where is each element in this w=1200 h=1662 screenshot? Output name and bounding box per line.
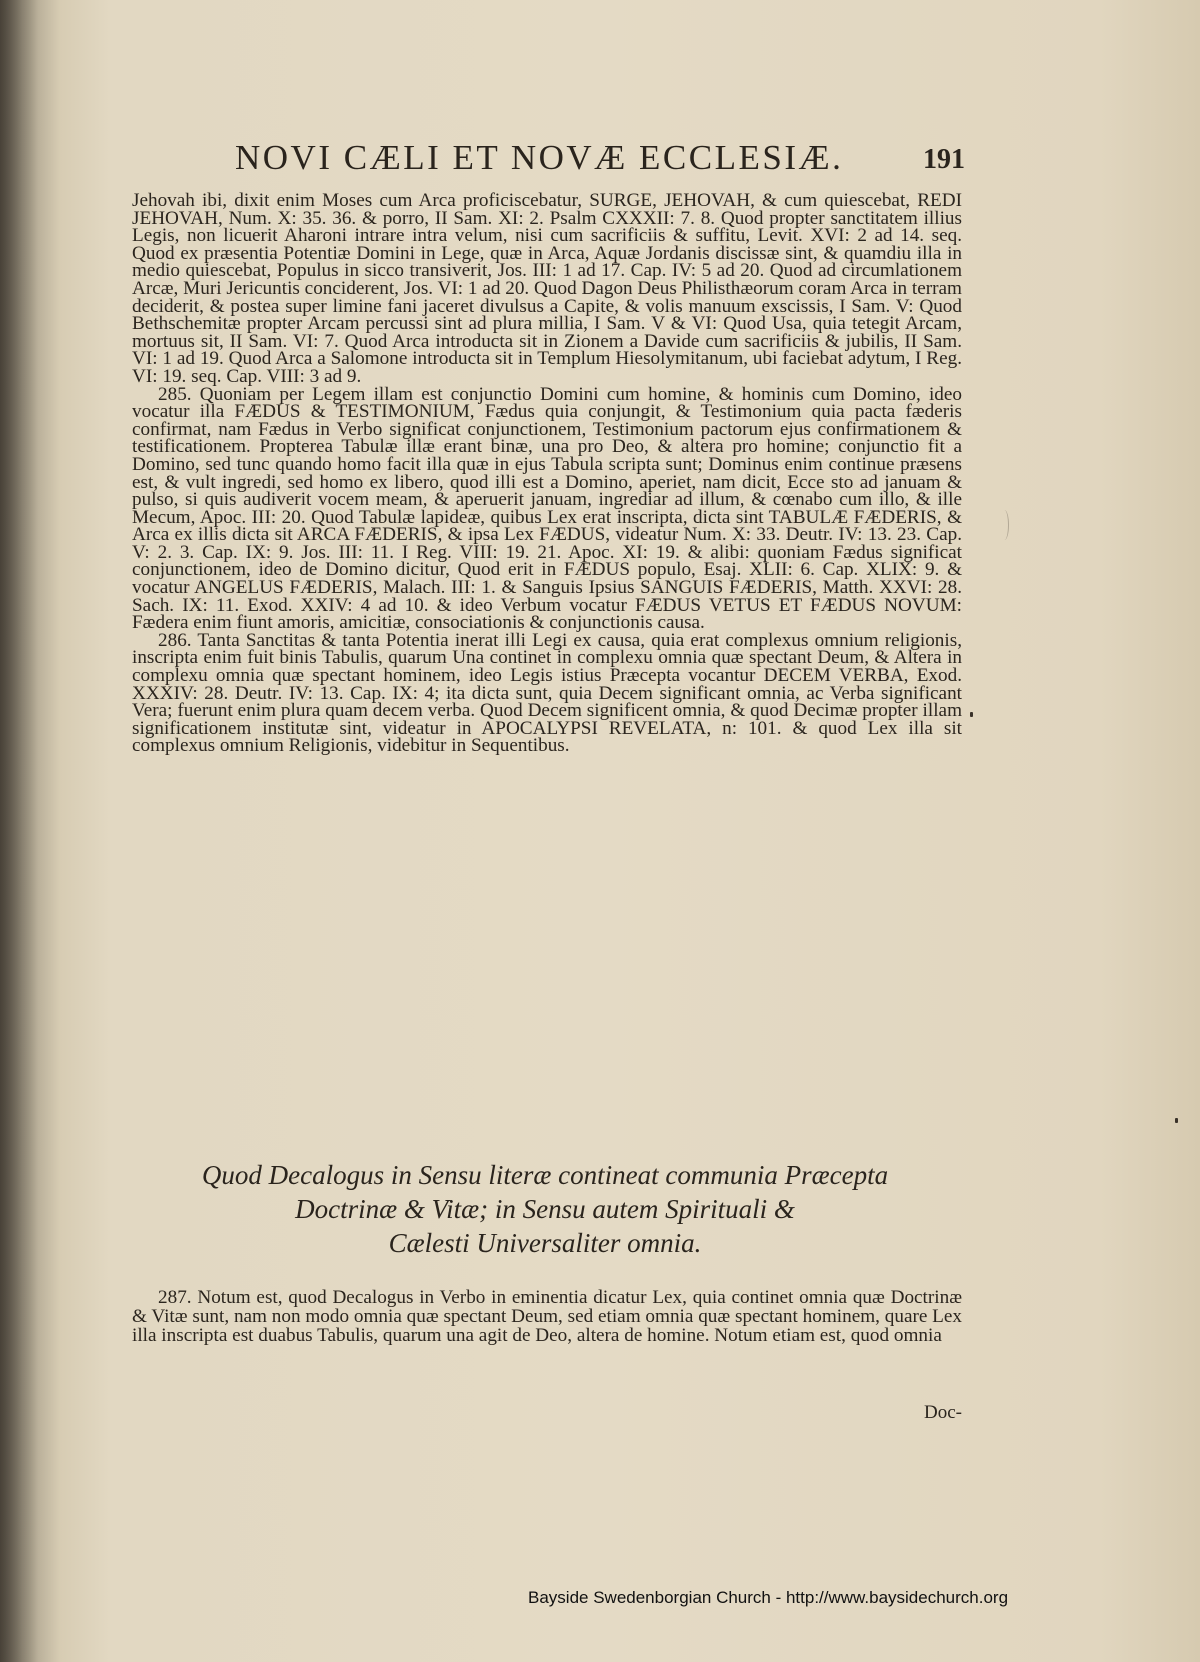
catchword: Doc- bbox=[924, 1402, 962, 1423]
ink-speck bbox=[970, 712, 973, 717]
running-title: NOVI CÆLI ET NOVÆ ECCLESIÆ. bbox=[235, 138, 844, 177]
section-heading bbox=[150, 1158, 940, 1260]
section-heading-line-3: Cælesti Universaliter omnia. bbox=[388, 1228, 702, 1258]
section-heading-line-1: Quod Decalogus in Sensu literæ contineat communia Præcepta bbox=[201, 1160, 889, 1190]
paragraph-285: 285. Quoniam per Legem illam est conjunctio Domini cum homine, & hominis cum Domino, ideo vocatur illa FÆDUS & TESTIMONIUM, Fædus quia conjungit, & Testimonium quia pacta fæderis confirmat, nam Fædus in Verbo significat conjunctionem, Testimonium pactorum ejus confirmationem & testificationem. Propterea Tabulæ illæ erant binæ, una pro Deo, & altera pro homine; conjunctio fit a Domino, sed tunc quando homo facit illa quæ in ejus Tabula scripta sunt; Dominus enim continue præsens est, & vult ingredi, sed homo ex libero, quod illi est a Domino, aperiet, nam dicit, Ecce sto ad januam & pulso, si quis audiverit vocem meam, & aperuerit januam, ingrediar ad illum, & cœnabo cum illo, & ille Mecum, Apoc. III: 20. Quod Tabulæ lapideæ, quibus Lex erat inscripta, dicta sint TABULÆ FÆDERIS, & Arca ex illis dicta sit ARCA FÆDERIS, & ipsa Lex FÆDUS, videatur Num. X: 33. Deutr. IV: 13. 23. Cap. V: 2. 3. Cap. IX: 9. Jos. III: 11. I Reg. VIII: 19. 21. Apoc. XI: 19. & alibi: quoniam Fædus significat conjunctionem, ideo de Domino dicitur, Quod erit in FÆDUS populo, Esaj. XLII: 6. Cap. XLIX: 9. & vocatur ANGELUS FÆDERIS, Malach. III: 1. & Sanguis Ipsius SANGUIS FÆDERIS, Matth. XXVI: 28. Sach. IX: 11. Exod. XXIV: 4 ad 10. & ideo Verbum vocatur FÆDUS VETUS ET FÆDUS NOVUM: Fædera enim fiunt amoris, amicitiæ, consociationis & conjunctionis causa. bbox=[132, 383, 962, 634]
body-text bbox=[132, 192, 962, 755]
spine-shadow bbox=[0, 0, 38, 1662]
paragraph-286: 286. Tanta Sanctitas & tanta Potentia inerat illi Legi ex causa, quia erat complexus omnium religionis, inscripta enim fuit binis Tabulis, quarum Una continet in complexu omnia quæ spectant Deum, & Altera in complexu omnia quæ spectant hominem, ideo Legis istius Præcepta vocantur DECEM VERBA, Exod. XXXIV: 28. Deutr. IV: 13. Cap. IX: 4; ita dicta sunt, quia Decem significant omnia, ac Verba significant Vera; fuerunt enim plura quam decem verba. Quod Decem significent omnia, & quod Decimæ propter illam significationem institutæ sint, videatur in APOCALYPSI REVELATA, n: 101. & quod Lex illa sit complexus omnium Religionis, videbitur in Sequentibus. bbox=[132, 629, 962, 757]
page-number: 191 bbox=[923, 144, 965, 175]
ink-speck bbox=[1175, 1118, 1178, 1123]
margin-mark bbox=[1000, 510, 1009, 540]
running-head bbox=[225, 138, 965, 182]
watermark-text: Bayside Swedenborgian Church - http://www.baysidechurch.org bbox=[528, 1588, 1009, 1607]
paragraph-continued: Jehovah ibi, dixit enim Moses cum Arca proficiscebatur, SURGE, JEHOVAH, & cum quiescebat, REDI JEHOVAH, Num. X: 35. 36. & porro, II Sam. XI: 2. Psalm CXXXII: 7. 8. Quod propter sanctitatem illius Legis, non licuerit Aharoni intrare intra velum, nisi cum sacrificiis & suffitu, Levit. XVI: 2 ad 14. seq. Quod ex præsentia Potentiæ Domini in Lege, quæ in Arca, Aquæ Jordanis discissæ sint, & quamdiu illa in medio quiescebat, Populus in sicco transiverit, Jos. III: 1 ad 17. Cap. IV: 5 ad 20. Quod ad circumlationem Arcæ, Muri Jericuntis conciderent, Jos. VI: 1 ad 20. Quod Dagon Deus Philisthæorum coram Arca in terram deciderit, & postea super limine fani jaceret divulsus a Capite, & volis manuum exscissis, I Sam. V: Quod Bethschemitæ propter Arcam percussi sint ad plura millia, I Sam. V & VI: Quod Usa, quia tetegit Arcam, mortuus sit, II Sam. VI: 7. Quod Arca introducta sit in Zionem a Davide cum sacrificiis & jubilis, II Sam. VI: 1 ad 19. Quod Arca a Salomone introducta sit in Templum Hiesolymitanum, ubi faciebat adytum, I Reg. VI: 19. seq. Cap. VIII: 3 ad 9. bbox=[132, 190, 962, 387]
section-heading-line-2: Doctrinæ & Vitæ; in Sensu autem Spirituali & bbox=[295, 1194, 795, 1224]
body-text-lower bbox=[132, 1288, 962, 1345]
paragraph-287: 287. Notum est, quod Decalogus in Verbo in eminentia dicatur Lex, quia continet omnia quæ Doctrinæ & Vitæ sunt, nam non modo omnia quæ spectant Deum, sed etiam omnia quæ spectant hominem, quare Lex illa inscripta est duabus Tabulis, quarum una agit de Deo, altera de homine. Notum etiam est, quod omnia bbox=[132, 1287, 962, 1346]
